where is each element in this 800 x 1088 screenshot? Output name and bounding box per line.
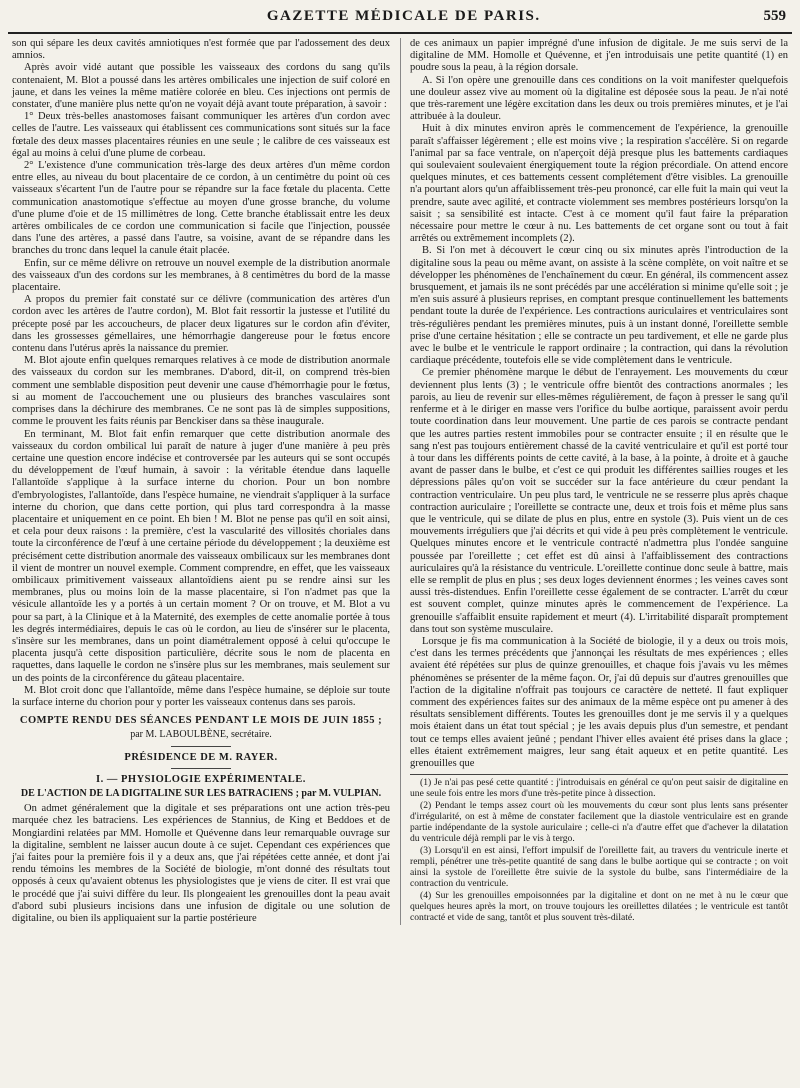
- section-byline: par M. LABOULBÈNE, secrétaire.: [130, 729, 272, 741]
- paragraph: 2° L'existence d'une communication très-large des deux artères d'un même cordon entre elles, au niveau du bout placentaire de ce cordon, à un centimètre du point où ces vaisseaux s'écartent l'un de l'autre pour se répandre sur la face fœtale du placenta. Cette communication anastomotique s'effectue au moyen d'une grosse branche, du volume d'une plume d'oie et de 15 millimètres de long. Cette branche établissait entre les deux artères ombilicales de ce cordon une communication si facile que l'injection, poussée dans l'une des artères, a passé dans l'autre, sa voisine, avant de se répandre dans les branches du tronc dans lequel la canule était placée.: [12, 160, 390, 257]
- divider: [171, 746, 231, 747]
- paragraph: M. Blot ajoute enfin quelques remarques relatives à ce mode de distribution anormale des vaisseaux du cordon sur les membranes. D'abord, dit-il, on comprend très-bien comment une semblable disposition peut devenir une cause d'hémorrhagie pour le fœtus, si au moment de l'accouchement une ou plusieurs des branches vasculaires sont comprises dans la déchirure des membranes. Ce ne sont pas là de simples suppositions, comme le prouvent les faits réunis par Benckiser dans sa thèse inaugurale.: [12, 355, 390, 428]
- paragraph: On admet généralement que la digitale et ses préparations ont une action très-peu marquée chez les batraciens. Les expériences de Stannius, de King et Beddoes et de Mongiardini relatées par MM. Homolle et Quévenne dans leur remarquable ouvrage sur la digitaline, semblent ne laisser aucun doute à ce sujet. Cependant ces expériences que j'ai faites pour la première fois il y a deux ans, que j'ai répétées cette année, et dont j'ai rendu témoins les membres de la Société de biologie, m'ont donné des résultats tout opposés à ceux qu'avaient obtenus les physiologistes que je viens de citer. Il est vrai que le procédé que j'ai suivi diffère du leur. Ils plongeaient les grenouilles dont la peau avait d'abord subi plusieurs incisions dans une infusion de digitale ou une solution de digitaline, ou bien ils appliquaient sur la partie postérieure: [12, 803, 390, 925]
- footnotes: [410, 774, 788, 923]
- paragraph: A propos du premier fait constaté sur ce délivre (communication des artères d'un cordon avec les artères de l'autre cordon), M. Blot fait ressortir la justesse et l'utilité du précepte posé par les accoucheurs, de placer deux ligatures sur le cordon afin d'éviter, dans les grossesses gémellaires, une hémorrhagie dangereuse pour le fœtus encore contenu dans l'utérus après la naissance du premier.: [12, 294, 390, 355]
- paragraph: Enfin, sur ce même délivre on retrouve un nouvel exemple de la distribution anormale des vaisseaux d'un des cordons sur les membranes, à 8 centimètres du bord de la masse placentaire.: [12, 257, 390, 294]
- paragraph: Après avoir vidé autant que possible les vaisseaux des cordons du sang qu'ils contenaient, M. Blot a poussé dans les artères ombilicales une injection de suif coloré en jaune, et dans les veines la même matière colorée en bleu. Ces injections ont permis de constater, d'une manière plus nette qu'on ne voyait déjà avant toute préparation, à savoir :: [12, 62, 390, 111]
- footnote: (2) Pendant le temps assez court où les mouvements du cœur sont plus lents sans présenter d'irrégularité, on est à même de constater facilement que la diastole ventriculaire est en grande partie indépendante de la systole auriculaire ; celle-ci n'a d'autre effet que d'achever la dilatation du ventricule déjà rempli par le vis à tergo.: [410, 800, 788, 845]
- paragraph: A. Si l'on opère une grenouille dans ces conditions on la voit manifester quelquefois une douleur assez vive au moment où la digitaline est déposée sous la peau. Je n'ai noté que très-rarement une légère excitation dans les deux ou trois premières minutes, et je l'ai attribuée à la douleur.: [410, 74, 788, 123]
- paragraph: Huit à dix minutes environ après le commencement de l'expérience, la grenouille paraît s'affaisser légèrement ; elle est moins vive ; la respiration s'accélère. Si on regarde l'animal par sa face ventrale, on n'aperçoit déjà presque plus les battements cardiaques qui soulevaient soulevaient énergiquement toute la région précordiale. On attend encore quelques minutes, et ces battements cessent complétement d'être visibles. La grenouille n'a pourtant alors qu'un affaiblissement très-peu prononcé, car elle fuit la main qui veut la prendre, saute avec agilité, et contracte violemment ses membres postérieurs lorsqu'on la saisit ; sa sensibilité est intacte. C'est à ce moment qu'il faut faire la préparation nécessaire pour mettre le cœur à nu. Les battements de cet organe sont ou tout à fait arrêtés ou extrêmement incomplets (2).: [410, 123, 788, 245]
- paragraph: B. Si l'on met à découvert le cœur cinq ou six minutes après l'introduction de la digitaline sous la peau ou même avant, on assiste à la scène complète, on voit naître et se développer les phénomènes de l'enchaînement du cœur. En général, ils commencent assez brusquement, et jamais ils ne sont précédés par une accélération si minime qu'elle soit ; je m'en suis assuré à plusieurs reprises, en comptant presque continuellement les battements pendant toute la durée de l'expérience. Les contractions auriculaires et ventriculaires sont très-régulières pendant les premières minutes, puis à un instant donné, l'oreillette semble prise d'une certaine hésitation ; elle se contracte un peu tardivement, et elle ne garde plus avec le bulbe et le ventricule le rapport ordinaire ; la contraction, qui dans la révolution cardiaque précédente, toutefois elle se vide complètement dans le ventricule.: [410, 245, 788, 367]
- subsection-heading: I. — PHYSIOLOGIE EXPÉRIMENTALE.: [96, 773, 306, 785]
- divider: [171, 768, 231, 769]
- section-title: COMPTE RENDU DES SÉANCES PENDANT LE MOIS DE JUIN 1855 ;: [19, 715, 383, 727]
- paragraph: Lorsque je fis ma communication à la Société de biologie, il y a deux ou trois mois, c'est dans les termes précédents que j'annonçai les résultats de mes expériences ; elles avaient été répétées sur plus de quinze grenouilles, et chaque fois j'avais vu les mêmes phénomènes se présenter de la même façon. Or, j'ai dû depuis sur d'autres grenouilles que l'action de la digitaline n'offrait pas toujours ce caractère de netteté. Il faut expliquer comment des expériences faites sur des animaux de la même espèce ont pu amener à des résultats sensiblement différents. Toutes les grenouilles dont je me servis il y a quelques mois étaient dans un état tout spécial ; je les avais depuis plus d'un semestre, et pendant tout ce temps elles avaient jeûné ; pendant l'hiver elles avaient été prises dans la glace ; elles étaient extrêmement maigres, leur sang était aqueux et en petite quantité. Les grenouilles que: [410, 635, 788, 769]
- paragraph: son qui sépare les deux cavités amniotiques n'est formée que par l'adossement des deux amnios.: [12, 38, 390, 62]
- paragraph: 1° Deux très-belles anastomoses faisant communiquer les artères d'un cordon avec celles de l'autre. Les vaisseaux qui établissent ces communications sont situés sur la face fœtale des deux masses placentaires réunies en une seule ; le calibre de ces vaisseaux est égal au moins à celui d'une plume de corbeau.: [12, 111, 390, 159]
- paragraph: En terminant, M. Blot fait enfin remarquer que cette distribution anormale des vaisseaux du cordon ombilical lui paraît de nature à juger d'une manière à peu près certaine une question encore indécise et controversée par les auteurs qui se sont occupés du développement de l'œuf humain, à savoir : la véritable étendue dans laquelle l'allantoïde s'applique à la surface interne du chorion. Pour un bon nombre d'embryologistes, l'allantoïde, dans l'espèce humaine, ne viendrait s'appliquer à la surface interne du chorion, que dans cette portion, qui plus tard correspondra à la masse placentaire et uniquement en ce point. Eh bien ! M. Blot ne pense pas qu'il en soit ainsi, et cela pour deux raisons : la première, c'est la vascularité des villosités choriales dans toute la circonférence de l'œuf à une certaine période du développement ; la deuxième est précisément cette distribution anormale des vaisseaux ombilicaux sur les membranes dont il vient de montrer un nouvel exemple. Comment comprendre, en effet, que les vaisseaux ombilicaux primitivement vaisseaux allantoïdiens aient pu se rendre ainsi sur les membranes, plus ou moins loin de la masse placentaire, si l'on n'admet pas que la vésicule allantoïde les y a portés à un certain moment ? Or on trouve, et M. Blot a vu pour sa part, à la Clinique et à la Maternité, des exemples de cette anomalie portée à tous les degrés intermédiaires, depuis le cas où le cordon, au lieu de s'insérer sur le placenta, s'insère sur les membranes, dans un point diamétralement opposé à celui qu'occupe le placenta jusqu'à cette disposition particulière, décrite sous le nom de placenta en raquettes, dans laquelle le cordon ne s'insère plus sur les membranes, mais seulement sur un des points de la circonférence du gâteau placentaire.: [12, 428, 390, 684]
- presidence-line: PRÉSIDENCE DE M. RAYER.: [124, 751, 278, 763]
- left-column: [12, 38, 390, 925]
- paragraph: Ce premier phénomène marque le début de l'enrayement. Les mouvements du cœur deviennent plus lents (3) ; le ventricule offre bientôt des contractions anormales ; les parois, au lieu de revenir sur elles-mêmes régulièrement, de façon à presser le sang qu'il renferme et à le diriger en masse vers l'orifice du bulbe aortique, paraissent avoir perdu toute coordination dans leur mouvement. Une partie de ces parois se contracte pendant que les autres parties restent immobiles pour se contracter ensuite ; il en résulte que le sang n'est pas toujours entièrement chassé de la cavité ventriculaire et qu'il est porté tour à tour dans les différents points de cette cavité, à la base, à la pointe, à droite et à gauche avant de passer dans le bulbe, et c'est ce qui produit les différentes saillies rouges et les dépressions pâles qu'on voit se succéder sur la face antérieure du cœur pendant la contraction ventriculaire. Un peu plus tard, le ventricule ne se resserre plus après chaque contraction auriculaire ; l'oreillette se contracte une, deux et trois fois et même plus sans que le ventricule, qui se dilate de plus en plus, entre en systole (3). Puis vient un de ces mouvements irréguliers que j'ai décrits et qui vide à peu près complètement le ventricule. Quelques minutes encore et le ventricule contracté n'admettra plus l'ondée sanguine poussée par l'oreillette ; cet effet est dû ainsi à l'affaiblissement des contractions auriculaires qu'à la résistance du ventricule. L'oreillette continue donc seule à battre, mais elle se remplit de plus en plus ; ses deux loges deviennent énormes ; les veines caves sont aussi très-distendues. Enfin l'oreillette cesse également de se contracter. L'arrêt du cœur est souvent complet, quinze minutes après le commencement de l'expérience. La grenouille s'affaiblit ensuite rapidement et meurt (4). L'irritabilité disparaît promptement dans tout son système musculaire.: [410, 367, 788, 635]
- footnote: (4) Sur les grenouilles empoisonnées par la digitaline et dont on ne met à nu le cœur que quelques heures après la mort, on trouve toujours les oreillettes dilatées ; le ventricule est tantôt contracté et vide de sang, tantôt et plus souvent très-dilaté.: [410, 890, 788, 924]
- running-title: GAZETTE MÉDICALE DE PARIS.: [266, 8, 541, 24]
- two-column-body: [8, 34, 792, 925]
- right-column: [400, 38, 788, 925]
- article-title: DE L'ACTION DE LA DIGITALINE SUR LES BATRACIENS ; par M. VULPIAN.: [20, 787, 382, 799]
- page-header: [8, 8, 792, 34]
- journal-page: [8, 8, 792, 1072]
- page-number: 559: [763, 8, 786, 24]
- paragraph: de ces animaux un papier imprégné d'une infusion de digitale. Je me suis servi de la digitaline de MM. Homolle et Quévenne, et j'en introduisais une petite quantité (1) en poudre sous la peau, à la région dorsale.: [410, 38, 788, 74]
- paragraph: M. Blot croit donc que l'allantoïde, même dans l'espèce humaine, se déploie sur toute la surface interne du chorion pour y porter les vaisseaux contenus dans ses parois.: [12, 684, 390, 708]
- footnote: (1) Je n'ai pas pesé cette quantité : j'introduisais en général ce qu'on peut saisir de digitaline en une seule fois entre les mors d'une très-petite pince à dissection.: [410, 777, 788, 800]
- footnote: (3) Lorsqu'il en est ainsi, l'effort impulsif de l'oreillette fait, au travers du ventricule inerte et rempli, pénétrer une très-petite quantité de sang dans le bulbe aortique qui se contracte ; on voit ainsi la systole de l'oreillette être suivie de la systole du bulbe, sans l'intermédiaire de la contraction du ventricule.: [410, 845, 788, 890]
